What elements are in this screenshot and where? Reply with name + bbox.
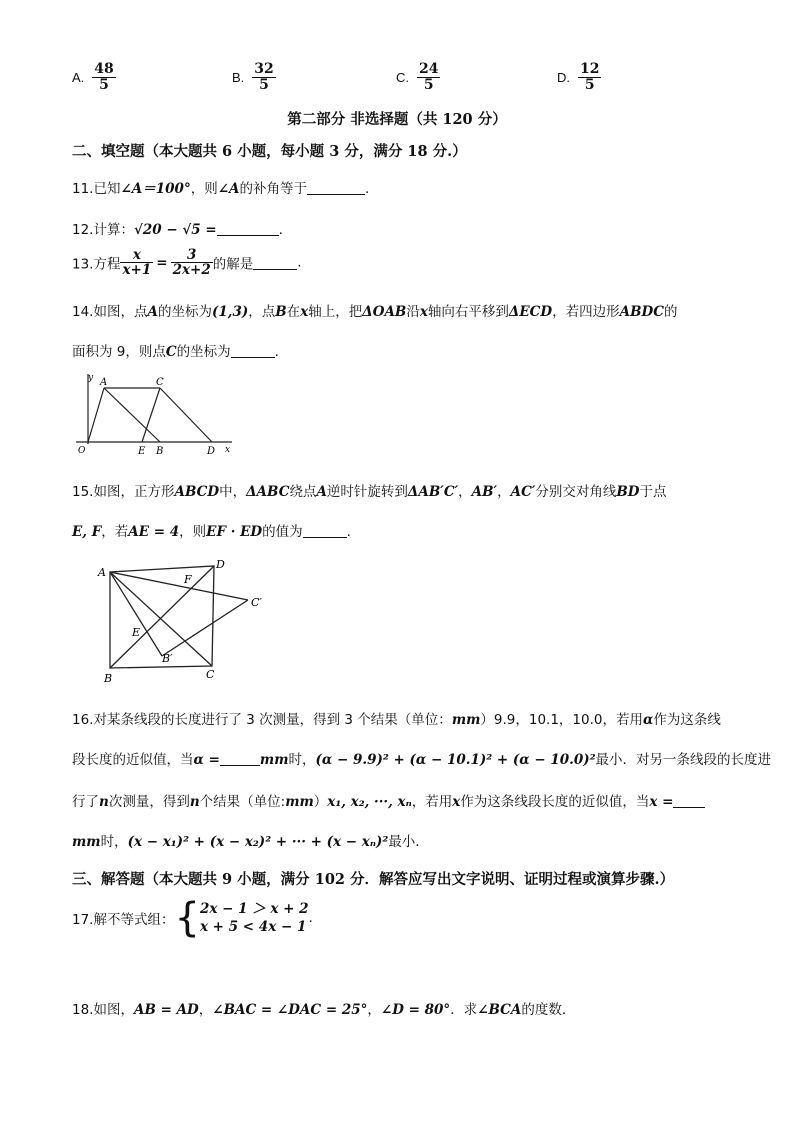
label-B1: B′ [162, 652, 173, 665]
answer-blank[interactable] [231, 343, 275, 358]
option-b [232, 62, 276, 92]
segment-AC1 [110, 572, 248, 600]
inequality-system: 2x − 1 ＞ x + 2 x + 5 < 4x − 1 [199, 900, 309, 935]
label-C: C [206, 668, 215, 681]
section3-heading: 三、解答题（本大题共 9 小题，满分 102 分．解答应写出文字说明、证明过程或演算步骤.） [72, 871, 675, 888]
question-16-line3: 行了n次测量，得到n个结果（单位:mm）x₁, x₂, ···, xₙ，若用x作为这条线段长度的近似值，当x = [72, 790, 705, 810]
label-C1: C′ [251, 596, 262, 609]
label-E: E [138, 446, 146, 457]
question-17: 17.解不等式组：{ 2x − 1 ＞ x + 2 x + 5 < 4x − 1 . [72, 895, 313, 941]
segment-B1C1 [162, 600, 248, 656]
fraction-right: $\frac{3}{2x+2}$ [172, 247, 211, 279]
answer-blank[interactable] [673, 793, 705, 808]
answer-blank[interactable] [303, 523, 347, 538]
question-16-line1: 16.对某条线段的长度进行了 3 次测量，得到 3 个结果（单位：mm）9.9，10.1，10.0，若用α作为这条线 [72, 712, 721, 728]
option-d [557, 62, 601, 92]
q14-figure [72, 370, 242, 460]
question-14-line1: 14.如图，点A的坐标为(1,3)，点B在x轴上，把ΔOAB沿x轴向右平移到ΔECD，若四边形ABDC的 [72, 304, 678, 320]
label-D: D [207, 446, 216, 457]
question-12: 12.计算：√20 − √5 = . [72, 222, 283, 238]
label-y: y [88, 373, 94, 383]
label-A: A [100, 377, 108, 388]
segment-OA [88, 388, 104, 442]
answer-blank[interactable] [220, 751, 260, 766]
label-C: C [156, 377, 164, 388]
question-15-line2: E, F，若AE = 4，则EF · ED的值为 . [72, 524, 351, 540]
answer-blank[interactable] [307, 180, 365, 195]
option-fraction: $\frac{24}{5}$ [419, 61, 439, 93]
question-16-line2: 段长度的近似值，当α = mm时，(α − 9.9)² + (α − 10.1)² + (α − 10.0)²最小．对另一条线段的长度进 [72, 752, 772, 768]
question-11: 11.已知∠A＝100°，则∠A的补角等于 . [72, 181, 370, 197]
option-fraction: $\frac{48}{5}$ [94, 61, 114, 93]
question-16-line4: mm时，(x − x₁)² + (x − x₂)² + ··· + (x − xₙ)²最小． [72, 834, 429, 850]
section2-heading: 二、填空题（本大题共 6 小题，每小题 3 分，满分 18 分.） [72, 143, 467, 160]
option-letter: D. [557, 69, 570, 85]
question-13: 13.方程 $\frac{x}{x+1}$ = $\frac{3}{2x+2}$ 的解是 . [72, 247, 302, 279]
angle-expression: ∠A＝100° [120, 181, 191, 197]
brace-icon: { [174, 895, 200, 941]
q15-figure [96, 556, 276, 686]
label-B: B [156, 446, 164, 457]
label-O: O [78, 446, 86, 456]
label-x: x [225, 445, 231, 455]
option-a [72, 62, 116, 92]
option-letter: A. [72, 69, 85, 85]
label-E: E [132, 626, 141, 639]
answer-blank[interactable] [253, 255, 297, 270]
option-letter: C. [396, 69, 409, 85]
question-15-line1: 15.如图，正方形ABCD中，ΔABC绕点A逆时针旋转到ΔAB′C′，AB′，AC′分别交对角线BD于点 [72, 484, 667, 500]
label-D: D [216, 558, 225, 571]
option-c [396, 62, 440, 92]
option-fraction: $\frac{12}{5}$ [580, 61, 600, 93]
label-F: F [184, 573, 192, 586]
answer-blank[interactable] [217, 221, 279, 236]
fraction-left: $\frac{x}{x+1}$ [122, 247, 152, 279]
label-A: A [98, 566, 106, 579]
option-letter: B. [232, 69, 245, 85]
label-B: B [104, 672, 113, 685]
question-18: 18.如图，AB = AD，∠BAC = ∠DAC = 25°，∠D = 80°．求∠BCA的度数． [72, 1002, 576, 1018]
segment-CD [160, 388, 212, 442]
option-fraction: $\frac{32}{5}$ [254, 61, 274, 93]
part-two-title: 第二部分 非选择题（共 120 分） [287, 111, 507, 128]
sqrt-expression: √20 − √5 = [133, 222, 217, 238]
diagonal-AC [110, 572, 212, 666]
question-14-line2: 面积为 9，则点C的坐标为 . [72, 344, 279, 360]
